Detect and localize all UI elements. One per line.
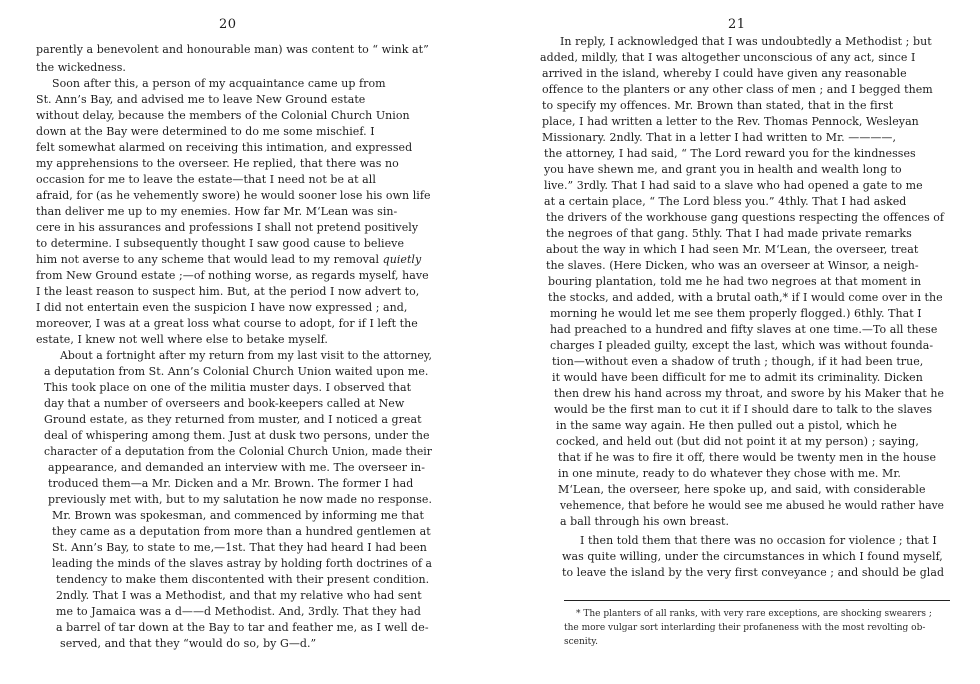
text-line: previously met with, but to my salutation he now made no response.	[48, 493, 433, 506]
text-line: you have shewn me, and grant you in health and wealth long to	[544, 163, 902, 176]
text-line: troduced them—a Mr. Dicken and a Mr. Brown. The former I had	[48, 477, 414, 490]
text-line: at a certain place, “ The Lord bless you.” 4thly. That I had asked	[544, 195, 907, 208]
text-line: the negroes of that gang. 5thly. That I had made private remarks	[546, 227, 912, 240]
text-line: to determine. I subsequently thought I saw good cause to believe	[36, 237, 405, 250]
text-line: would be the first man to cut it if I should dare to talk to the slaves	[554, 403, 933, 416]
text-line: day that a number of overseers and book-keepers called at New	[44, 397, 405, 410]
text-line: St. Ann’s Bay, and advised me to leave New Ground estate	[36, 93, 366, 106]
text-line: to specify my offences. Mr. Brown than stated, that in the first	[542, 99, 894, 112]
text-line: was quite willing, under the circumstances in which I found myself,	[562, 550, 943, 563]
text-line: appearance, and demanded an interview with me. The overseer in-	[48, 461, 426, 474]
italic-word: quietly	[382, 253, 422, 266]
text-line: cocked, and held out (but did not point it at my person) ; saying,	[556, 435, 919, 448]
text-line: Ground estate, as they returned from muster, and I noticed a great	[44, 413, 422, 426]
page-number-left: 20	[219, 17, 237, 32]
text-line: from New Ground estate ;—of nothing worse, as regards myself, have	[36, 269, 429, 282]
text-line: than deliver me up to my enemies. How far Mr. M‘Lean was sin-	[36, 205, 398, 218]
left-page	[0, 0, 470, 684]
text-line: offence to the planters or any other class of men ; and I begged them	[542, 83, 933, 96]
text-line: I the least reason to suspect him. But, at the period I now advert to,	[36, 285, 420, 298]
text-line: This took place on one of the militia muster days. I observed that	[44, 381, 412, 394]
text-line: character of a deputation from the Colonial Church Union, made their	[44, 445, 433, 458]
text-line: about the way in which I had seen Mr. M‘Lean, the overseer, treat	[546, 243, 919, 256]
text-line: had preached to a hundred and fifty slaves at one time.—To all these	[550, 323, 938, 336]
text-line: In reply, I acknowledged that I was undoubtedly a Methodist ; but	[560, 35, 932, 48]
text-line: charges I pleaded guilty, except the last, which was without founda-	[550, 339, 934, 352]
footnote-line: the more vulgar sort interlarding their profaneness with the most revolting ob-	[564, 623, 926, 633]
text-line: in the same way again. He then pulled out a pistol, which he	[556, 419, 897, 432]
text-line: tion—without even a shadow of truth ; though, if it had been true,	[552, 355, 924, 368]
text-line: tendency to make them discontented with their present condition.	[56, 573, 430, 586]
text-line: vehemence, that before he would see me abused he would rather have	[560, 499, 945, 512]
text-line: served, and that they “would do so, by G—d.”	[60, 637, 317, 650]
text-line: felt somewhat alarmed on receiving this intimation, and expressed	[36, 141, 413, 154]
text-line: the stocks, and added, with a brutal oath,* if I would come over in the	[548, 291, 943, 304]
text-line: cere in his assurances and professions I shall not pretend positively	[36, 221, 419, 234]
text-line: that if he was to fire it off, there would be twenty men in the house	[558, 451, 937, 464]
text-line: Missionary. 2ndly. That in a letter I had written to Mr. ————,	[542, 131, 897, 144]
text-line: bouring plantation, told me he had two negroes at that moment in	[548, 275, 922, 288]
text-line: moreover, I was at a great loss what course to adopt, for if I left the	[36, 317, 418, 330]
text-line	[36, 254, 421, 265]
text-line: added, mildly, that I was altogether unconscious of any act, since I	[540, 51, 916, 64]
text-line: estate, I knew not well where else to betake myself.	[36, 333, 328, 346]
text-line: without delay, because the members of the Colonial Church Union	[36, 109, 410, 122]
text-line: in one minute, ready to do whatever they chose with me. Mr.	[558, 467, 901, 480]
text-line: a deputation from St. Ann’s Colonial Church Union waited upon me.	[44, 365, 429, 378]
text-line: Soon after this, a person of my acquaintance came up from	[52, 77, 386, 90]
text-line: M‘Lean, the overseer, here spoke up, and said, with considerable	[558, 483, 926, 496]
footnote-rule	[564, 600, 950, 601]
text-line: they came as a deputation from more than a hundred gentlemen at	[52, 525, 431, 538]
text-line: a ball through his own breast.	[560, 515, 730, 528]
text-line: the slaves. (Here Dicken, who was an overseer at Winsor, a neigh-	[546, 259, 919, 272]
text-line: occasion for me to leave the estate—that I need not be at all	[36, 173, 376, 186]
right-page	[520, 0, 980, 684]
text-line: arrived in the island, whereby I could have given any reasonable	[542, 67, 907, 80]
text-line: to leave the island by the very first conveyance ; and should be glad	[562, 566, 945, 579]
text-line: St. Ann’s Bay, to state to me,—1st. That they had heard I had been	[52, 541, 427, 554]
text-line: place, I had written a letter to the Rev. Thomas Pennock, Wesleyan	[542, 115, 919, 128]
text-line: my apprehensions to the overseer. He replied, that there was no	[36, 157, 399, 170]
footnote-line: scenity.	[564, 637, 599, 647]
text-line: 2ndly. That I was a Methodist, and that my relative who had sent	[56, 589, 422, 602]
text-line: live.” 3rdly. That I had said to a slave who had opened a gate to me	[544, 179, 923, 192]
text-line: afraid, for (as he vehemently swore) he would sooner lose his own life	[36, 189, 431, 202]
text-line: then drew his hand across my throat, and swore by his Maker that he	[554, 387, 945, 400]
text-line: it would have been difficult for me to admit its criminality. Dicken	[552, 371, 923, 384]
text-line: deal of whispering among them. Just at dusk two persons, under the	[44, 429, 430, 442]
text-line: About a fortnight after my return from my last visit to the attorney,	[60, 349, 433, 362]
text-line: a barrel of tar down at the Bay to tar and feather me, as I well de-	[56, 621, 429, 634]
text-line: I then told them that there was no occasion for violence ; that I	[580, 534, 937, 547]
text-line: morning he would let me see them properly flogged.) 6thly. That I	[550, 307, 922, 320]
text-line: the attorney, I had said, “ The Lord reward you for the kindnesses	[544, 147, 916, 160]
text-line-main: him not averse to any scheme that would lead to my removal	[36, 253, 383, 266]
text-line: I did not entertain even the suspicion I have now expressed ; and,	[36, 301, 408, 314]
text-line: the wickedness.	[36, 61, 126, 74]
footnote-line: * The planters of all ranks, with very rare exceptions, are shocking swearers ;	[576, 609, 932, 619]
text-line: leading the minds of the slaves astray by holding forth doctrines of a	[52, 557, 432, 570]
text-line: the drivers of the workhouse gang questions respecting the offences of	[546, 211, 945, 224]
text-line: down at the Bay were determined to do me some mischief. I	[36, 125, 375, 138]
text-line: parently a benevolent and honourable man) was content to “ wink at”	[36, 43, 429, 56]
page-number-right: 21	[728, 17, 746, 32]
text-line: me to Jamaica was a d——d Methodist. And, 3rdly. That they had	[56, 605, 421, 618]
text-line: Mr. Brown was spokesman, and commenced by informing me that	[52, 509, 424, 522]
